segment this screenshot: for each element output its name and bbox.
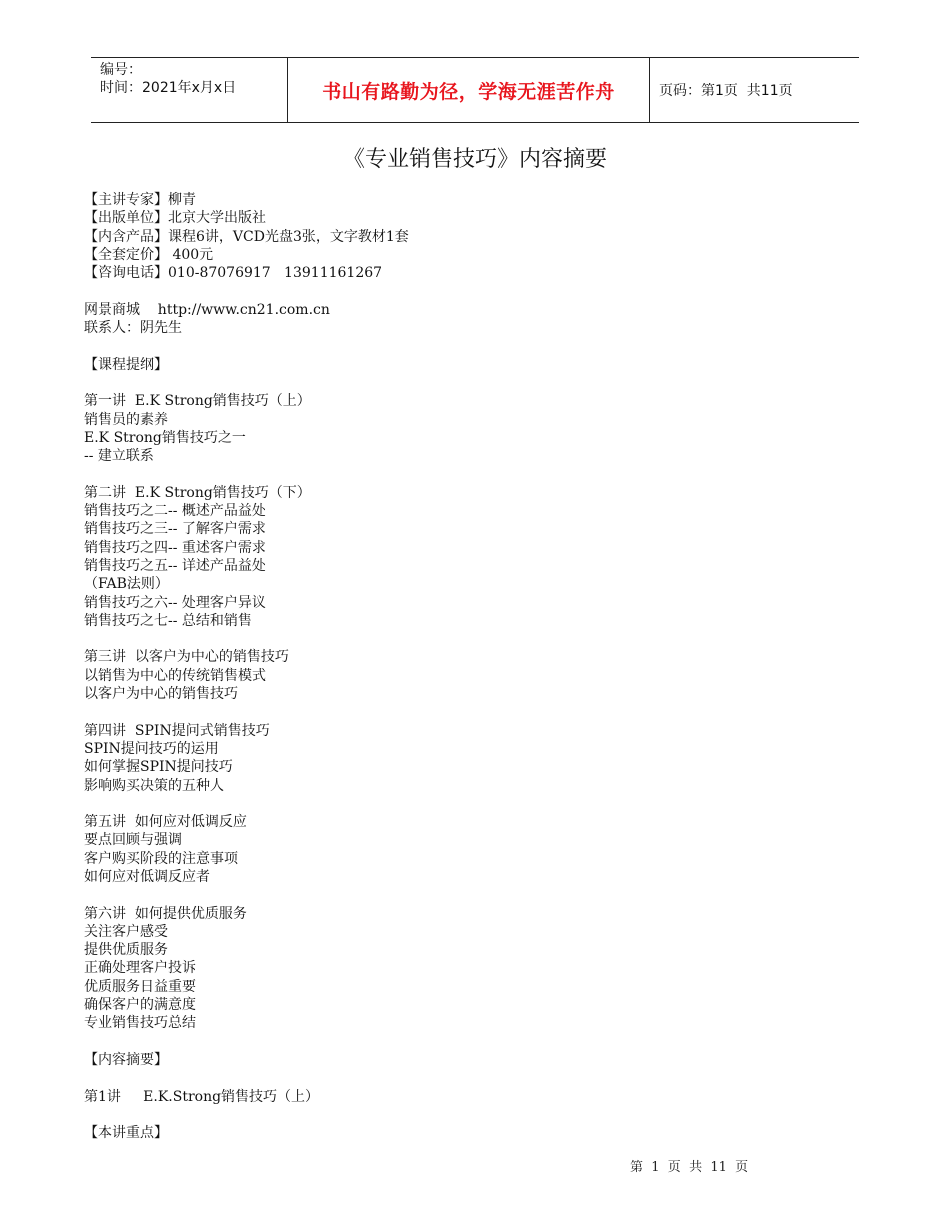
blank-line	[84, 703, 864, 721]
page-footer: 第 1 页 共 11 页	[630, 1160, 749, 1175]
text-line: 影响购买决策的五种人	[84, 777, 224, 794]
motto: 书山有路勤为径，学海无涯苦作舟	[322, 80, 615, 103]
text-line: 【全套定价】 400元	[84, 246, 214, 263]
text-line: 销售员的素养	[84, 411, 168, 428]
text-line: 销售技巧之五-- 详述产品益处	[84, 557, 266, 574]
text-line: （FAB法则）	[84, 576, 169, 593]
text-line: 第1讲 E.K.Strong销售技巧（上）	[84, 1088, 320, 1105]
text-line: 【出版单位】北京大学出版社	[84, 210, 266, 227]
text-line: 专业销售技巧总结	[84, 1015, 196, 1032]
blank-line	[84, 465, 864, 483]
document-body	[84, 191, 864, 1142]
text-line: 销售技巧之七-- 总结和销售	[84, 612, 252, 629]
text-line: 销售技巧之四-- 重述客户需求	[84, 539, 266, 556]
text-line: 第六讲 如何提供优质服务	[84, 905, 247, 922]
text-line: 第二讲 E.K Strong销售技巧（下）	[84, 484, 311, 501]
time-label: 时间：2021年x月x日	[100, 80, 237, 96]
blank-line	[84, 282, 864, 300]
text-line: 提供优质服务	[84, 942, 168, 959]
text-line: 确保客户的满意度	[84, 997, 196, 1014]
text-line: 如何掌握SPIN提问技巧	[84, 759, 233, 776]
page-header	[91, 57, 859, 123]
text-line: 第一讲 E.K Strong销售技巧（上）	[84, 393, 311, 410]
document-title: 《专业销售技巧》内容摘要	[342, 147, 607, 172]
text-line: 销售技巧之二-- 概述产品益处	[84, 503, 266, 520]
text-line: 【主讲专家】柳青	[84, 192, 196, 208]
text-line: 【本讲重点】	[84, 1125, 168, 1142]
text-line: 如何应对低调反应者	[84, 868, 210, 885]
text-line: 销售技巧之三-- 了解客户需求	[84, 521, 266, 538]
text-line: 以销售为中心的传统销售模式	[84, 667, 266, 684]
text-line: 【内容摘要】	[84, 1051, 168, 1068]
text-line: 关注客户感受	[84, 923, 168, 940]
text-line: -- 建立联系	[84, 448, 154, 465]
blank-line	[84, 1033, 864, 1051]
text-line: 第五讲 如何应对低调反应	[84, 814, 247, 831]
text-line: 联系人：阴先生	[84, 320, 182, 337]
blank-line	[84, 1106, 864, 1124]
text-line: 要点回顾与强调	[84, 832, 182, 849]
text-line: 销售技巧之六-- 处理客户异议	[84, 594, 266, 611]
blank-line	[84, 1069, 864, 1087]
text-line: 【内含产品】课程6讲，VCD光盘3张，文字教材1套	[84, 228, 409, 245]
text-line: SPIN提问技巧的运用	[84, 740, 219, 757]
text-line: 优质服务日益重要	[84, 978, 196, 995]
header-meta	[91, 58, 287, 122]
text-line: 以客户为中心的销售技巧	[84, 686, 238, 703]
text-line: 【课程提纲】	[84, 356, 168, 373]
code-label: 编号：	[100, 62, 142, 78]
text-line: 正确处理客户投诉	[84, 960, 196, 977]
blank-line	[84, 630, 864, 648]
blank-line	[84, 337, 864, 355]
text-line: 第三讲 以客户为中心的销售技巧	[84, 649, 289, 666]
text-line: E.K Strong销售技巧之一	[84, 429, 246, 446]
header-motto-cell	[287, 58, 650, 122]
text-line: 【咨询电话】010-87076917 13911161267	[84, 265, 383, 282]
blank-line	[84, 795, 864, 813]
text-line: 客户购买阶段的注意事项	[84, 850, 238, 867]
blank-line	[84, 374, 864, 392]
header-page-info: 页码：第1页 共11页	[659, 83, 793, 99]
blank-line	[84, 886, 864, 904]
text-line: 第四讲 SPIN提问式销售技巧	[84, 722, 270, 739]
text-line: 网景商城 http://www.cn21.com.cn	[84, 301, 330, 318]
